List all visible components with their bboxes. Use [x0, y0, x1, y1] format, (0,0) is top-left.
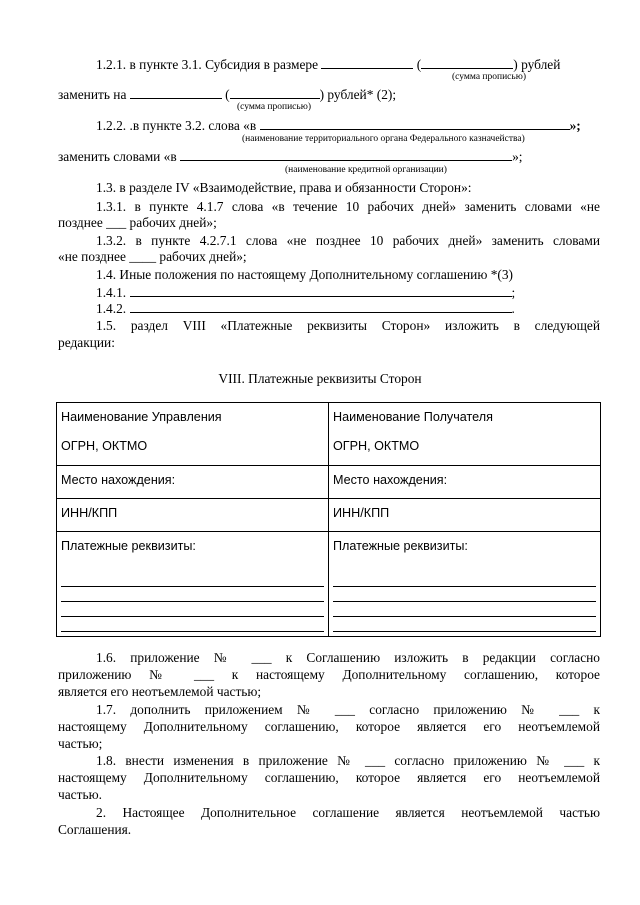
clause-1-3-2-line2: «не позднее ____ рабочих дней»; [58, 249, 247, 264]
clause-1-4-2 [96, 300, 515, 317]
clause-1-7-line3: частью; [58, 736, 103, 751]
clause-1-4-1 [96, 284, 515, 301]
clause-1-4-2-end: . [511, 301, 515, 316]
clause-1-4-1-blank [130, 284, 512, 297]
table-row [57, 532, 601, 637]
clause-1-4: 1.4. Иные положения по настоящему Дополнительному соглашению *(3) [96, 267, 514, 282]
paren-open: ( [416, 57, 422, 72]
left-pay-line [61, 587, 324, 602]
clause-1-4-1-number: 1.4.1. [96, 285, 127, 300]
right-pay-line [333, 617, 596, 632]
left-inn: ИНН/КПП [61, 506, 118, 520]
left-org-cell [57, 403, 329, 466]
right-org-cell [329, 403, 601, 466]
right-inn-cell [329, 499, 601, 532]
clause-1-5-line1: 1.5. раздел VIII «Платежные реквизиты Сторон» изложить в следующей [96, 318, 600, 333]
right-pay-line [333, 572, 596, 587]
caption-bank: (наименование кредитной организации) [285, 165, 447, 175]
replace-words-label: заменить словами «в [58, 149, 177, 164]
clause-1-6-line3: является его неотъемлемой частью; [58, 684, 262, 699]
left-inn-cell [57, 499, 329, 532]
right-pay-cell [329, 532, 601, 637]
clause-1-6-line2: приложению № ___ к настоящему Дополнительному соглашению, которое [58, 667, 600, 682]
section-title: VIII. Платежные реквизиты Сторон [218, 371, 422, 386]
clause-1-5-line2: редакции: [58, 335, 115, 350]
clause-1-3: 1.3. в разделе IV «Взаимодействие, права и обязанности Сторон»: [96, 180, 472, 195]
caption-sum-words: (сумма прописью) [452, 72, 526, 82]
rubles-footnote: ) рублей* (2); [319, 87, 397, 102]
new-amount-words-blank [230, 86, 320, 99]
clause-1-8-line2: настоящему Дополнительному соглашению, которое является его неотъемлемой [58, 770, 600, 785]
table-row [57, 403, 601, 466]
clause-1-7-line2: настоящему Дополнительному соглашению, которое является его неотъемлемой [58, 719, 600, 734]
new-amount-blank [130, 86, 222, 99]
bank-blank [180, 148, 512, 161]
left-ogrn: ОГРН, ОКТМО [61, 439, 148, 453]
clause-1-2-1-replace [58, 86, 396, 103]
clause-1-4-1-end: ; [511, 285, 516, 300]
treasury-blank [260, 117, 570, 130]
clause-1-2-2-replace [58, 148, 523, 165]
payment-details-table [56, 402, 601, 637]
table-row [57, 499, 601, 532]
left-pay-line [61, 572, 324, 587]
right-pay-label: Платежные реквизиты: [333, 539, 468, 553]
clause-1-2-2-text: 1.2.2. .в пункте 3.2. слова «в [96, 118, 257, 133]
clause-1-3-1-line1: 1.3.1. в пункте 4.1.7 слова «в течение 10 рабочих дней» заменить словами «не [96, 199, 600, 214]
clause-1-4-2-blank [130, 300, 512, 313]
right-inn: ИНН/КПП [333, 506, 390, 520]
right-pay-line [333, 602, 596, 617]
left-pay-label: Платежные реквизиты: [61, 539, 196, 553]
clause-1-2-2 [96, 117, 581, 134]
amount-words-blank [421, 56, 513, 69]
clause-1-8-line3: частью. [58, 787, 102, 802]
caption-sum-words-2: (сумма прописью) [237, 102, 311, 112]
right-place-cell [329, 466, 601, 499]
right-org-name: Наименование Получателя [333, 410, 493, 424]
clause-2-line2: Соглашения. [58, 822, 132, 837]
clause-1-8-line1: 1.8. внести изменения в приложение № ___ согласно приложению № ___ к [96, 753, 600, 768]
quote-end: »; [569, 118, 581, 133]
table-row [57, 466, 601, 499]
clause-1-3-2-line1: 1.3.2. в пункте 4.2.7.1 слова «не позднее 10 рабочих дней» заменить словами [96, 233, 600, 248]
clause-1-4-2-number: 1.4.2. [96, 301, 127, 316]
left-org-name: Наименование Управления [61, 410, 222, 424]
left-pay-cell [57, 532, 329, 637]
paren-open-2: ( [225, 87, 230, 102]
clause-1-2-1-text: 1.2.1. в пункте 3.1. Субсидия в размере [96, 57, 319, 72]
left-place-cell [57, 466, 329, 499]
quote-end-2: »; [512, 149, 523, 164]
right-ogrn: ОГРН, ОКТМО [333, 439, 420, 453]
left-pay-line [61, 602, 324, 617]
left-pay-line [61, 617, 324, 632]
clause-2-line1: 2. Настоящее Дополнительное соглашение является неотъемлемой частью [96, 805, 600, 820]
clause-1-3-1-line2: позднее ___ рабочих дней»; [58, 215, 217, 230]
replace-with-label: заменить на [58, 87, 127, 102]
clause-1-7-line1: 1.7. дополнить приложением № ___ согласно приложению № ___ к [96, 702, 600, 717]
left-place: Место нахождения: [61, 473, 176, 487]
clause-1-6-line1: 1.6. приложение № ___ к Соглашению изложить в редакции согласно [96, 650, 600, 665]
clause-1-2-1 [96, 56, 560, 73]
right-pay-line [333, 587, 596, 602]
rubles-label: ) рублей [513, 57, 561, 72]
amount-blank [321, 56, 413, 69]
caption-treasury: (наименование территориального органа Федерального казначейства) [242, 134, 525, 144]
right-place: Место нахождения: [333, 473, 448, 487]
